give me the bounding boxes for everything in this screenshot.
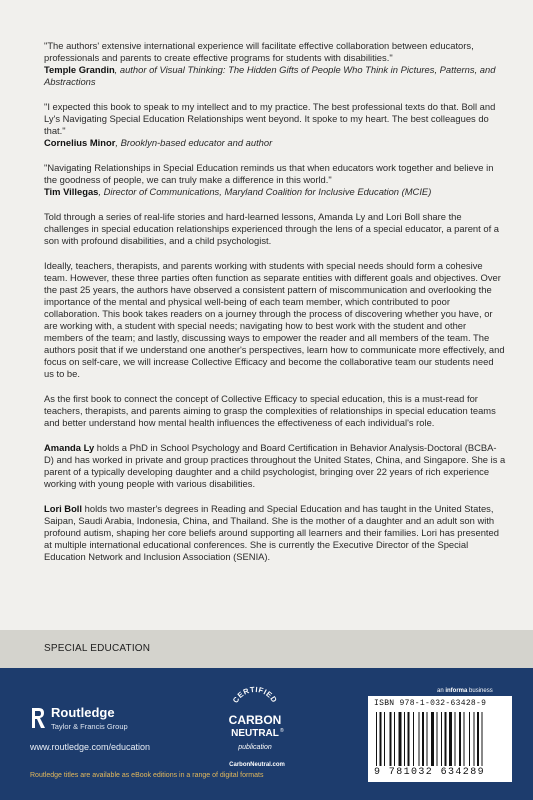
endorsement-minor <box>44 101 506 149</box>
barcode-bar <box>449 712 452 766</box>
barcode-bar <box>404 712 405 766</box>
barcode-digits: 9 781032 634289 <box>374 767 486 778</box>
barcode-bar <box>474 712 475 766</box>
category-band <box>0 630 533 668</box>
author-bio-text: holds two master's degrees in Reading and Special Education and has taught in the United States, Saipan, Saudi Arabia, Indonesia, China, and Thailand. She is the mother of a daughter and an adult son with profound autism, shaping her core beliefs around supporting all learners and their families. Lori has presented at multiple international educational conferences. She is currently the Executive Director of the Special Education Network and Inclusion Association (SENIA). <box>44 503 499 562</box>
barcode-bar <box>482 712 483 766</box>
description-paragraph: Told through a series of real-life stories and hard-learned lessons, Amanda Ly and Lori Boll share the challenges in special education relationships experienced through the lens of a special educator, a parent of a son with profound disabilities, and a child psychologist. <box>44 211 499 246</box>
carbon-reg: ® <box>280 728 284 734</box>
author-bio-boll <box>44 503 506 563</box>
carbon-bottom-text: publication <box>238 744 272 751</box>
barcode-bar <box>408 712 410 766</box>
barcode-bar <box>441 712 442 766</box>
endorsement-grandin <box>44 40 506 88</box>
barcode-bar <box>384 712 385 766</box>
barcode-bar <box>419 712 420 766</box>
isbn-label: ISBN 978-1-032-63428-9 <box>374 699 487 708</box>
barcode-bar <box>380 712 382 766</box>
description-paragraph: As the first book to connect the concept of Collective Efficacy to special education, this is a must-read for teachers, therapists, and parents aiming to grasp the complexities of relationships in special education teams and better understand how mental health influences the effectiveness of each individual's role. <box>44 393 496 428</box>
informa-suffix: business <box>467 688 493 694</box>
category-label: SPECIAL EDUCATION <box>44 643 151 654</box>
barcode-bar <box>445 712 447 766</box>
publisher-group: Taylor & Francis Group <box>51 722 128 731</box>
carbon-url: CarbonNeutral.com <box>229 762 285 768</box>
barcode-bar <box>399 712 402 766</box>
endorsement-quote: "Navigating Relationships in Special Education reminds us that when educators work together and believe in the goodness of people, we can truly make a difference in this world." <box>44 162 494 185</box>
author-name: Amanda Ly <box>44 442 95 453</box>
carbon-line1: CARBON <box>228 713 282 727</box>
author-bio-ly <box>44 442 506 490</box>
endorser-credit: , author of Visual Thinking: The Hidden Gifts of People Who Think in Pictures, Patterns, and Abstractions <box>44 64 496 87</box>
barcode-bar <box>376 712 377 766</box>
carbon-line2: NEUTRAL <box>231 728 279 739</box>
endorser-name: Cornelius Minor <box>44 137 116 148</box>
barcode-bar <box>413 712 414 766</box>
barcode-bar <box>477 712 479 766</box>
description-paragraph: Ideally, teachers, therapists, and parents working with students with special needs should form a cohesive team. However, these three parties often function as separate entities with different goals and objectives. Over the past 25 years, the authors have observed a consistent pattern of miscommunication and overlooking the importance of the mental and physical well-being of each team member, which contributed to poor collaboration. This book takes readers on a journey through the process of discovering whether you have, or are working with, a student with special needs; navigating how to best work with the student and other members of the team; and lastly, discussing ways to empower the reader and all members of the team. The authors posit that if we understand one another's perspectives, learn how to communicate more effectively, and focus on self-care, we will increase Collective Efficacy and become the collaborative team our students need us to be. <box>44 260 505 379</box>
barcode-bar <box>422 712 424 766</box>
barcode-bar <box>431 712 434 766</box>
barcode-bar <box>455 712 456 766</box>
routledge-logo-icon <box>30 706 46 730</box>
informa-line <box>437 688 493 694</box>
barcode-bar <box>427 712 428 766</box>
endorser-name: Tim Villegas <box>44 186 99 197</box>
barcode-bar <box>437 712 438 766</box>
endorsement-villegas <box>44 162 506 198</box>
svg-text:CERTIFIED <box>231 685 279 705</box>
barcode-bar <box>469 712 470 766</box>
informa-prefix: an <box>437 688 446 694</box>
ebook-note: Routledge titles are available as eBook editions in a range of digital formats <box>30 772 264 779</box>
endorser-name: Temple Grandin <box>44 64 115 75</box>
barcode-bars <box>374 712 506 766</box>
carbon-top-text: CERTIFIED <box>230 684 280 705</box>
back-cover-text <box>44 40 506 563</box>
barcode-bar <box>459 712 461 766</box>
publisher-footer <box>0 668 533 800</box>
carbon-neutral-badge-icon <box>224 680 286 762</box>
endorser-credit: , Director of Communications, Maryland Coalition for Inclusive Education (MCIE) <box>98 186 432 197</box>
publisher-name: Routledge <box>51 705 115 720</box>
author-bio-text: holds a PhD in School Psychology and Board Certification in Behavior Analysis-Doctoral (BCBA-D) and has worked in private and group practices throughout the United States, China, and Singapore. She is a parent of a typically developing daughter and a child psychologist, bringing over 22 years of rich experience working with young people with various disabilities. <box>44 442 506 489</box>
barcode-bar <box>390 712 392 766</box>
publisher-url: www.routledge.com/education <box>30 742 151 752</box>
informa-brand: informa <box>445 688 468 694</box>
endorsement-quote: "The authors' extensive international experience will facilitate effective collaboration between educators, professionals and parents to create effective programs for students with disabilities." <box>44 40 474 63</box>
isbn-barcode <box>368 696 512 782</box>
barcode-bar <box>464 712 465 766</box>
author-name: Lori Boll <box>44 503 83 514</box>
endorser-credit: , Brooklyn-based educator and author <box>115 137 273 148</box>
barcode-bar <box>394 712 395 766</box>
endorsement-quote: "I expected this book to speak to my intellect and to my practice. The best professional texts do that. Boll and Ly's Navigating Special Education Relationships went beyond. It spoke to my heart. The best colleagues do that." <box>44 101 496 136</box>
